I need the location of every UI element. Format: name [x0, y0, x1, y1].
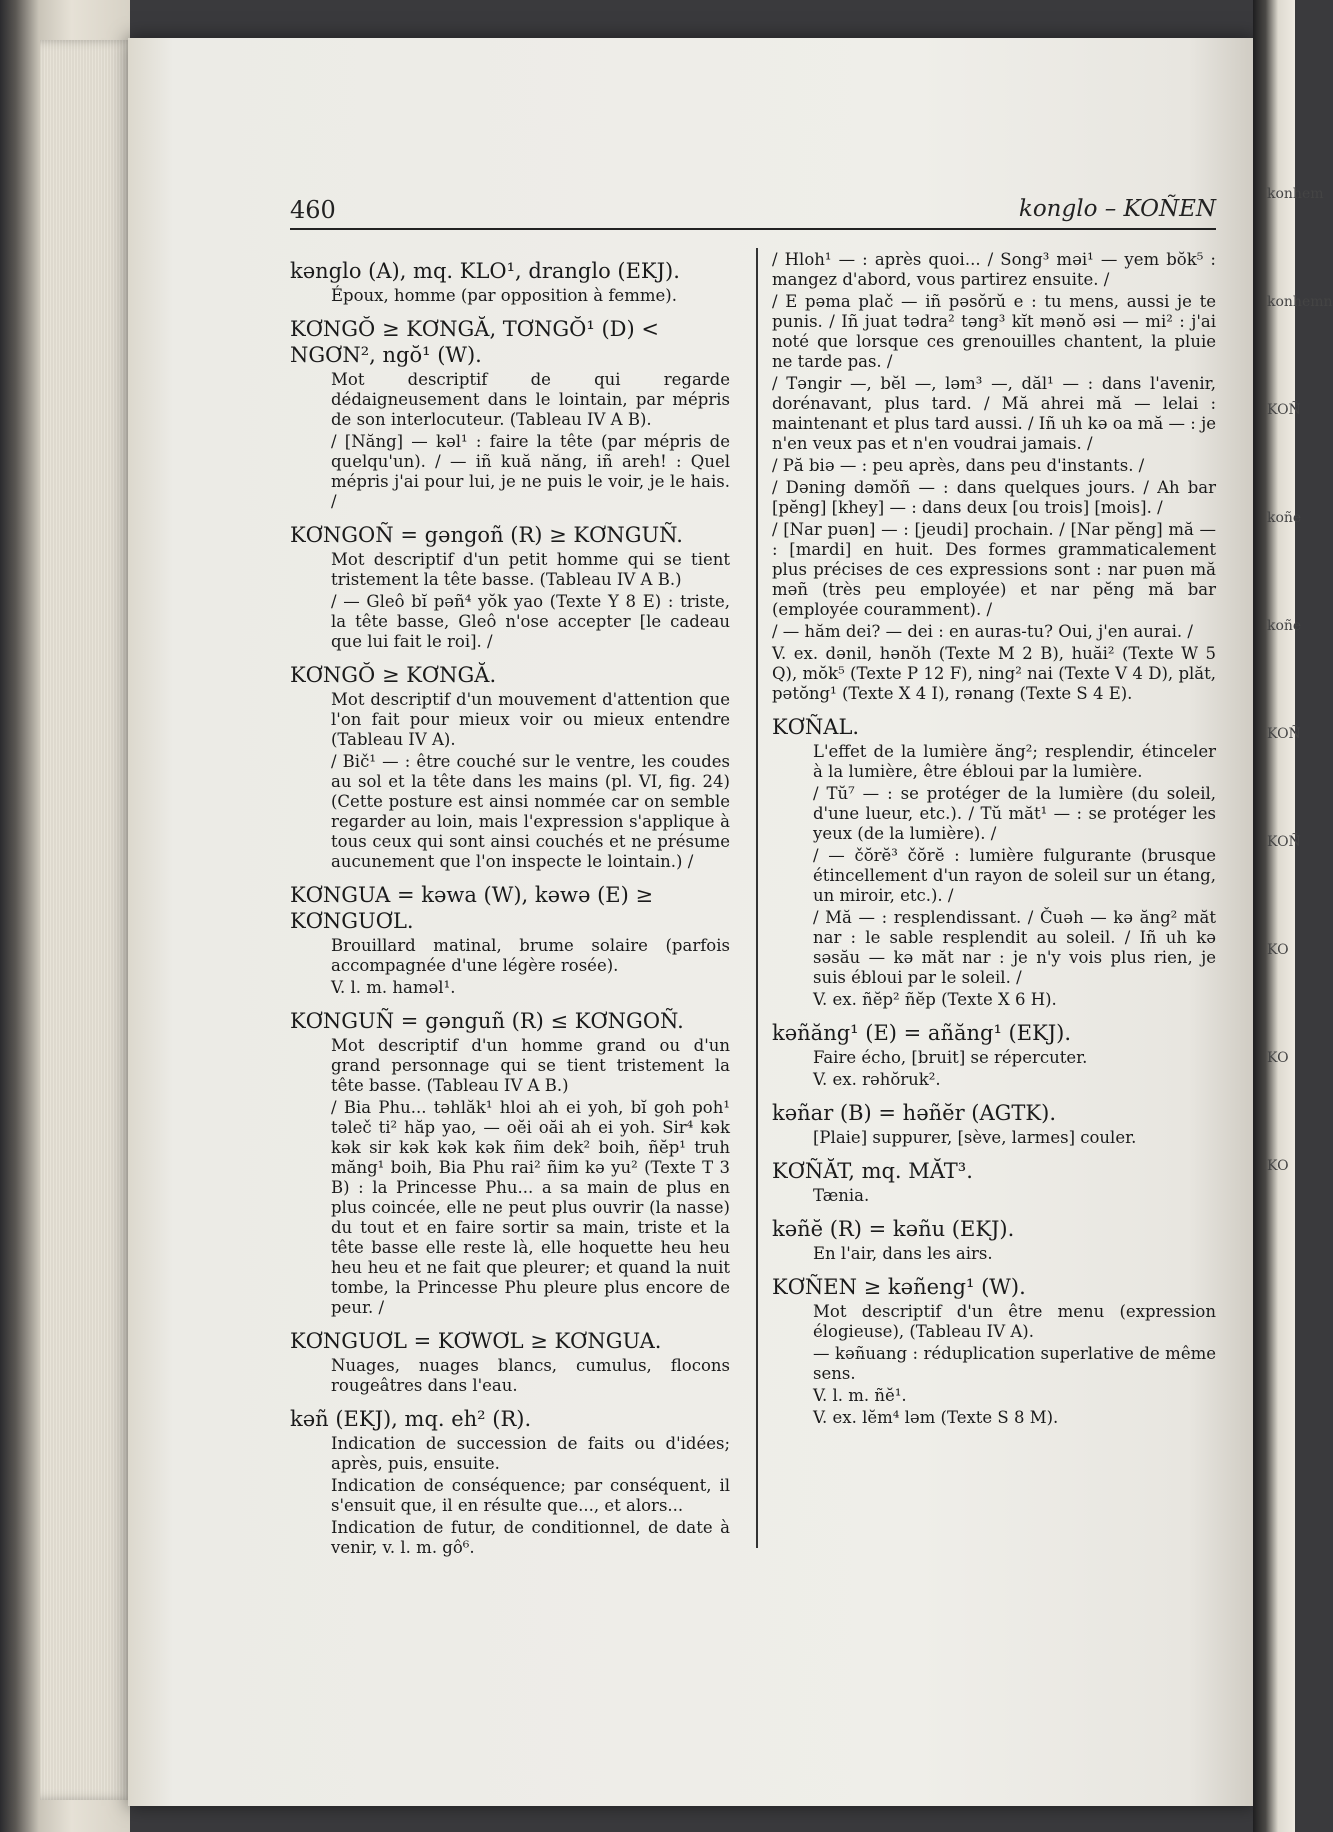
dictionary-entry [290, 316, 730, 512]
definition-line: / Təngir —, bĕl —, ləm³ —, dăl¹ — : dans l'avenir, dorénavant, plus tard. / Mă ahrei mă — lelai : maintenant et plus tard aussi. / Iñ uh kə oa mă — : je n'en veux pas et n'en voudrai jamais. / [772, 374, 1216, 453]
definition-line: Mot descriptif d'un homme grand ou d'un grand personnage qui se tient tristement la tête basse. (Tableau IV A B.) [331, 1036, 730, 1095]
definition-line: Époux, homme (par opposition à femme). [331, 286, 677, 305]
definition-line: Indication de conséquence; par conséquent, il s'ensuit que, il en résulte que..., et alors... [331, 1476, 730, 1515]
definition-line: / — Gleô bĭ pəñ⁴ yŏk yao (Texte Y 8 E) : triste, la tête basse, Gleô n'ose accepter [le cadeau que lui fait le roi]. / [331, 592, 730, 651]
definition-line: / — hăm dei? — dei : en auras-tu? Oui, j'en aurai. / [772, 622, 1193, 641]
entry-headword: KƠNGUA = kəwa (W), kəwə (E) ≥ KƠNGUƠL. [290, 883, 654, 933]
entry-headword: KƠNGŎ ≥ KƠNGĂ, TƠNGŎ¹ (D) < NGƠN², ngŏ¹ (W). [290, 317, 659, 367]
entry-headword: KƠÑAL. [772, 715, 860, 739]
definition-line: V. ex. lĕm⁴ ləm (Texte S 8 M). [813, 1408, 1059, 1427]
definition-line: / Tŭ⁷ — : se protéger de la lumière (du soleil, d'une lueur, etc.). / Tŭ măt¹ — : se protéger les yeux (de la lumière). / [813, 784, 1216, 843]
dictionary-entry [290, 1008, 730, 1318]
entry-headword: KƠNGŎ ≥ KƠNGĂ. [290, 663, 497, 687]
definition-line: Mot descriptif de qui regarde dédaigneusement dans le lointain, par mépris de son interlocuteur. (Tableau IV A B). [331, 370, 730, 429]
entry-definition [772, 1302, 1216, 1428]
definition-line: Mot descriptif d'un petit homme qui se tient tristement la tête basse. (Tableau IV A B.) [331, 550, 730, 589]
facing-page-fragment: KOÑ [1267, 834, 1301, 850]
definition-line: Indication de futur, de conditionnel, de date à venir, v. l. m. gô⁶. [331, 1518, 730, 1557]
entry-definition [772, 1048, 1216, 1090]
entry-headword: KƠNGOÑ = gəngoñ (R) ≥ KƠNGUÑ. [290, 523, 683, 547]
definition-line: / E pəma plač — iñ pəsŏrŭ e : tu mens, aussi je te punis. / Iñ juat tədra² təng³ kĭt mənŏ əsi — mi² : j'ai noté que lorsque ces grenouilles chantent, la pluie ne tarde pas. / [772, 292, 1216, 371]
entry-definition [290, 1356, 730, 1396]
entry-headword: KƠNGUÑ = gənguñ (R) ≤ KƠNGOÑ. [290, 1009, 684, 1033]
facing-page-fragment: koñe [1267, 510, 1302, 526]
definition-line: [Plaie] suppurer, [sève, larmes] couler. [813, 1128, 1137, 1147]
facing-page-fragment: koñe [1267, 618, 1302, 634]
definition-line: Nuages, nuages blancs, cumulus, flocons rougeâtres dans l'eau. [331, 1356, 730, 1395]
definition-line: / Mă — : resplendissant. / Čuəh — kə ăng² măt nar : le sable resplendit au soleil. / Iñ uh kə səsău — kə măt nar : je n'y vois plus rien, je suis ébloui par le soleil. / [813, 908, 1216, 987]
dictionary-entry [290, 522, 730, 652]
dictionary-entry [290, 1406, 730, 1558]
facing-page-fragment: KO [1267, 1050, 1289, 1066]
column-divider [756, 248, 758, 1548]
entry-headword: kənglo (A), mq. KLO¹, dranglo (EKJ). [290, 259, 680, 283]
entry-definition [290, 936, 730, 998]
definition-line: — kəñuang : réduplication superlative de même sens. [813, 1344, 1216, 1383]
page-number: 460 [290, 196, 336, 224]
entry-definition [290, 550, 730, 652]
definition-line: L'effet de la lumière ăng²; resplendir, étinceler à la lumière, être ébloui par la lumière. [813, 742, 1216, 781]
entry-headword: kəñĕ (R) = kəñu (EKJ). [772, 1217, 1015, 1241]
definition-line: V. ex. ñĕp² ñĕp (Texte X 6 H). [813, 990, 1057, 1009]
definition-line: En l'air, dans les airs. [813, 1244, 993, 1263]
running-head: konglo – KOÑEN [1018, 196, 1216, 222]
dictionary-entry [772, 1216, 1216, 1264]
dictionary-entry [772, 714, 1216, 1010]
entry-headword: KƠNGUƠL = KƠWƠL ≥ KƠNGUA. [290, 1329, 662, 1353]
entry-headword: kəñăng¹ (E) = añăng¹ (EKJ). [772, 1021, 1072, 1045]
facing-page-fragment: KO [1267, 1158, 1289, 1174]
facing-page-fragment: KO [1267, 942, 1289, 958]
right-column [772, 250, 1216, 1438]
definition-line: / Pă biə — : peu après, dans peu d'instants. / [772, 456, 1145, 475]
entry-definition [290, 1036, 730, 1318]
dictionary-entry [772, 250, 1216, 704]
definition-line: Mot descriptif d'un être menu (expression élogieuse), (Tableau IV A). [813, 1302, 1216, 1341]
entry-definition [290, 286, 730, 306]
entry-definition [290, 690, 730, 872]
dictionary-entry [772, 1158, 1216, 1206]
entry-definition [290, 370, 730, 512]
facing-page-edge [1253, 0, 1333, 1832]
entry-definition [772, 250, 1216, 704]
definition-line: / — čŏrĕ³ čŏrĕ : lumière fulgurante (brusque étincellement d'un rayon de soleil sur un étang, un miroir, etc.). / [813, 846, 1216, 905]
facing-page-fragment: KOÑ [1267, 726, 1301, 742]
definition-line: Mot descriptif d'un mouvement d'attention que l'on fait pour mieux voir ou mieux entendre (Tableau IV A). [331, 690, 730, 749]
dictionary-entry [290, 1328, 730, 1396]
entry-definition [772, 742, 1216, 1010]
entry-headword: kəñ (EKJ), mq. eh² (R). [290, 1407, 532, 1431]
definition-line: / [Nar puən] — : [jeudi] prochain. / [Nar pĕng] mă — : [mardi] en huit. Des formes grammaticalement plus précises de ces expressions sont : nar puən mă məñ (très peu employée) et nar pĕng mă bar (employée couramment). / [772, 520, 1216, 619]
entry-headword: KƠÑĂT, mq. MĂT³. [772, 1159, 973, 1183]
header-rule [290, 228, 1216, 230]
entry-headword: KƠÑEN ≥ kəñeng¹ (W). [772, 1275, 1026, 1299]
entry-definition [772, 1128, 1216, 1148]
definition-line: / Hloh¹ — : après quoi... / Song³ məi¹ — yem bŏk⁵ : mangez d'abord, vous partirez ensuite. / [772, 250, 1216, 289]
definition-line: V. ex. dənil, hənŏh (Texte M 2 B), huăi² (Texte W 5 Q), mŏk⁵ (Texte P 12 F), ning² nai (Texte V 4 D), plăt, pətŏng¹ (Texte X 4 I), rənang (Texte S 4 E). [772, 644, 1216, 703]
entry-definition [290, 1434, 730, 1558]
definition-line: V. l. m. ñĕ¹. [813, 1386, 907, 1405]
definition-line: V. ex. rəhŏruk². [813, 1070, 941, 1089]
definition-line: V. l. m. haməl¹. [331, 978, 456, 997]
dictionary-entry [290, 662, 730, 872]
dictionary-entry [290, 258, 730, 306]
dictionary-entry [772, 1020, 1216, 1090]
page-stack [40, 40, 140, 1800]
entry-definition [772, 1186, 1216, 1206]
definition-line: Tænia. [813, 1186, 870, 1205]
entry-headword: kəñar (B) = həñĕr (AGTK). [772, 1101, 1056, 1125]
dictionary-entry [772, 1100, 1216, 1148]
left-column [290, 258, 730, 1568]
definition-line: Indication de succession de faits ou d'idées; après, puis, ensuite. [331, 1434, 730, 1473]
definition-line: / Bia Phu... təhlăk¹ hloi ah ei yoh, bĭ goh poh¹ təleč ti² hăp yao, — oĕi oăi ah ei yoh. Sir⁴ kək kək sir kək kək kək ñim dek² boih, ñĕp¹ truh măng¹ boih, Bia Phu rai² ñim kə yu² (Texte T 3 B) : la Princesse Phu... a sa main de plus en plus coincée, elle ne peut plus ouvrir (la nasse) du tout et en faire sortir sa main, triste et la tête basse elle reste là, elle hoquette heu heu heu heu et ne fait que pleurer; et quand la nuit tombe, la Princesse Phu pleure plus encore de peur. / [331, 1098, 730, 1317]
definition-line: Brouillard matinal, brume solaire (parfois accompagnée d'une légère rosée). [331, 936, 730, 975]
definition-line: Faire écho, [bruit] se répercuter. [813, 1048, 1088, 1067]
definition-line: / Dəning dəmŏñ — : dans quelques jours. / Ah bar [pĕng] [khey] — : dans deux [ou trois] [mois]. / [772, 478, 1216, 517]
facing-page-fragment: KOÑ [1267, 402, 1301, 418]
page-header [290, 196, 1216, 232]
dictionary-entry [772, 1274, 1216, 1428]
entry-definition [772, 1244, 1216, 1264]
facing-page-fragment: konhemn [1267, 294, 1333, 310]
facing-page-fragment: konhem [1267, 186, 1324, 202]
dictionary-entry [290, 882, 730, 998]
definition-line: / Bič¹ — : être couché sur le ventre, les coudes au sol et la tête dans les mains (pl. VI, fig. 24) (Cette posture est ainsi nommée car on semble regarder au loin, mais l'expression s'applique à tous ceux qui sont ainsi couchés et ne présume aucunement que l'on inspecte le lointain.) / [331, 752, 730, 871]
definition-line: / [Năng] — kəl¹ : faire la tête (par mépris de quelqu'un). / — iñ kuă năng, iñ areh! : Quel mépris j'ai pour lui, je ne puis le voir, je le hais. / [331, 432, 730, 511]
facing-page-letters [1267, 180, 1333, 1480]
